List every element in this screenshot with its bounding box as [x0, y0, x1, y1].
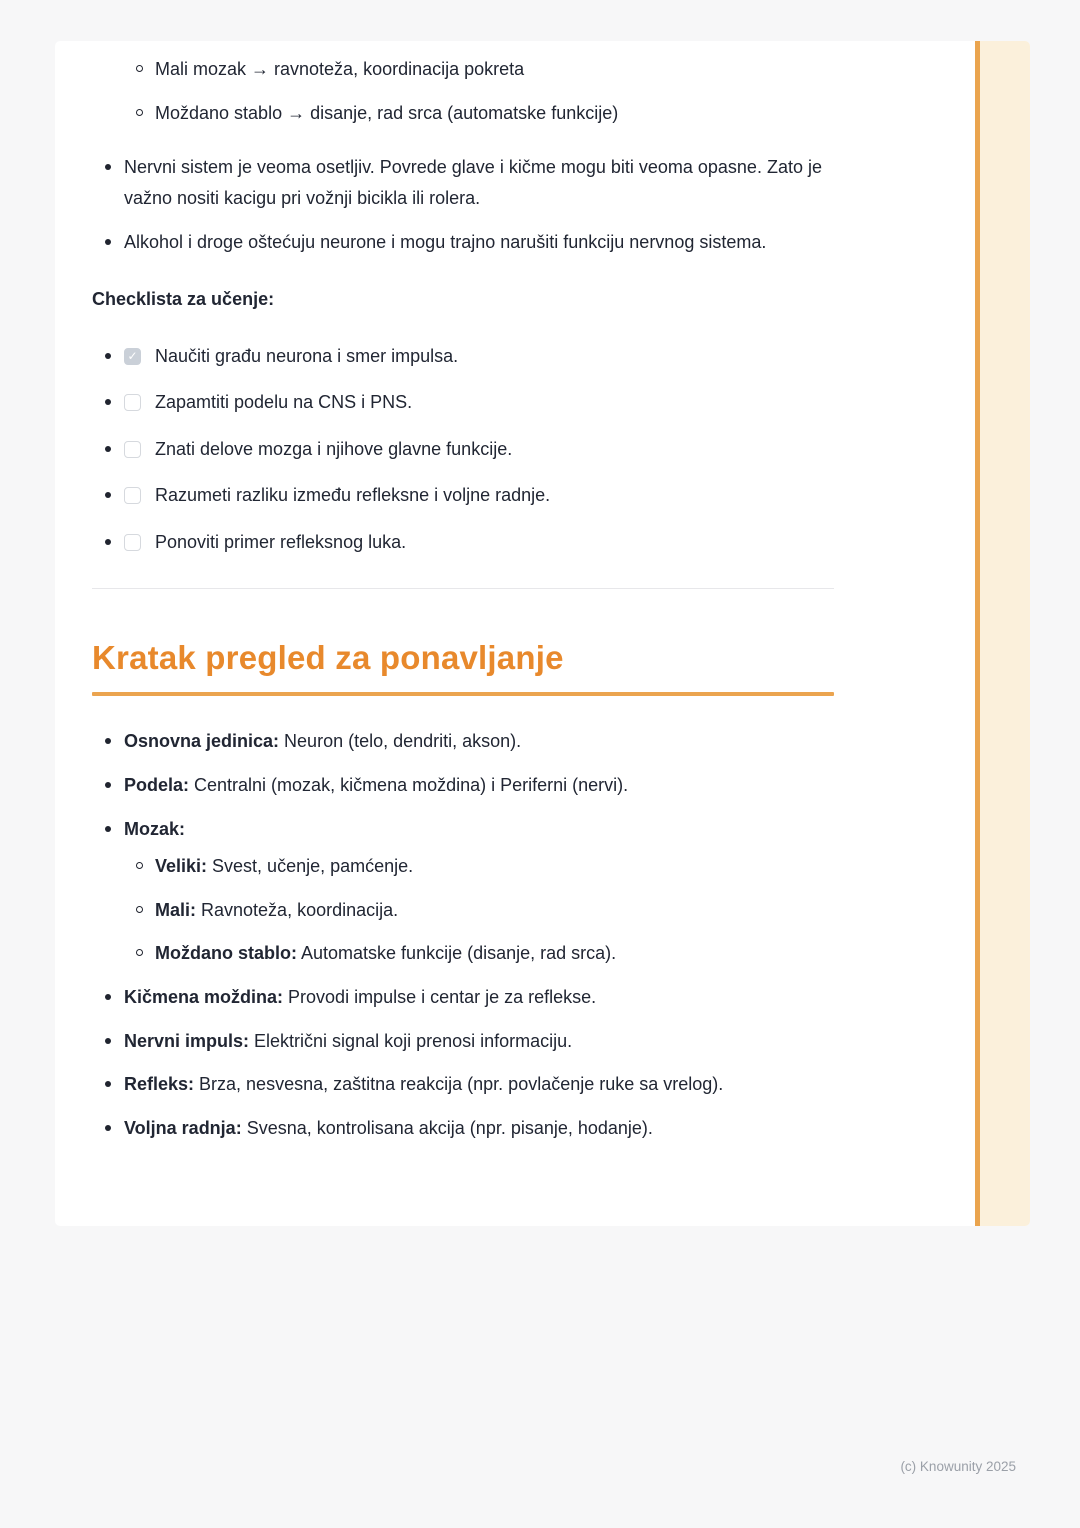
term-label: Veliki: — [155, 856, 208, 877]
list-item-text — [124, 814, 834, 845]
bullet-icon — [105, 239, 111, 245]
checklist-item-label: Razumeti razliku između refleksne i voljne radnje. — [155, 485, 551, 506]
footer-credit: (c) Knowunity 2025 — [900, 1459, 1016, 1474]
document-content — [92, 41, 834, 1156]
term-definition: Provodi impulse i centar je za reflekse. — [283, 987, 597, 1008]
term-definition: Neuron (telo, dendriti, akson). — [279, 731, 522, 752]
checkbox[interactable] — [124, 487, 141, 504]
term-label: Podela: — [124, 775, 190, 796]
checklist — [92, 341, 834, 558]
decorative-stripe-band — [980, 41, 1030, 1226]
sub-list-item — [92, 895, 834, 926]
term-definition: Svest, učenje, pamćenje. — [207, 856, 414, 877]
checklist-heading: Checklista za učenje: — [92, 288, 275, 309]
sub-list-item — [92, 851, 834, 882]
checklist-item — [92, 434, 834, 465]
term-definition: Centralni (mozak, kičmena moždina) i Periferni (nervi). — [189, 775, 629, 796]
list-item — [92, 227, 834, 258]
list-item-text — [124, 982, 834, 1013]
bullet-icon — [105, 164, 111, 170]
summary-list — [92, 726, 834, 1143]
bullet-icon — [105, 782, 111, 788]
list-item — [92, 770, 834, 801]
checklist-item — [92, 527, 834, 558]
term-definition: Brza, nesvesna, zaštitna reakcija (npr. povlačenje ruke sa vrelog). — [194, 1074, 724, 1095]
list-item — [92, 982, 834, 1013]
list-item — [92, 1069, 834, 1100]
sub-list-item — [92, 98, 834, 129]
bullet-icon — [105, 826, 111, 832]
list-item — [92, 1026, 834, 1057]
term-label: Kičmena moždina: — [124, 987, 284, 1008]
checkbox[interactable] — [124, 348, 141, 365]
sub-list-item-text: Moždano stablo → disanje, rad srca (automatske funkcije) — [155, 102, 619, 123]
checklist-item — [92, 480, 834, 511]
bullet-icon — [105, 539, 111, 545]
content-divider — [92, 588, 834, 589]
decorative-stripe-line — [975, 41, 980, 1226]
checklist-item — [92, 387, 834, 418]
term-definition: Automatske funkcije (disanje, rad srca). — [297, 943, 617, 964]
list-item — [92, 726, 834, 757]
term-label: Mali: — [155, 899, 197, 920]
term-label: Mozak: — [124, 818, 186, 839]
intro-sub-list — [92, 54, 834, 128]
list-item-text — [124, 770, 834, 801]
checklist-item-label: Znati delove mozga i njihove glavne funkcije. — [155, 438, 513, 459]
bullet-icon — [105, 446, 111, 452]
bullet-icon — [105, 994, 111, 1000]
term-definition: Svesna, kontrolisana akcija (npr. pisanje, hodanje). — [241, 1117, 653, 1138]
note-card — [55, 41, 1030, 1226]
checkbox[interactable] — [124, 394, 141, 411]
checklist-item-label: Zapamtiti podelu na CNS i PNS. — [155, 392, 413, 413]
term-definition: Ravnoteža, koordinacija. — [196, 899, 399, 920]
list-item-text — [124, 1113, 834, 1144]
bullet-icon — [105, 1038, 111, 1044]
intro-bullet-list — [92, 152, 834, 258]
circle-bullet-icon — [136, 949, 143, 956]
list-item — [92, 814, 834, 845]
sub-list-item-text — [155, 851, 834, 882]
term-label: Osnovna jedinica: — [124, 731, 280, 752]
heading-underline — [92, 692, 834, 696]
term-definition: Električni signal koji prenosi informaciju. — [249, 1030, 573, 1051]
list-item-text: Nervni sistem je veoma osetljiv. Povrede glave i kičme mogu biti veoma opasne. Zato je važno nositi kacigu pri vožnji bicikla ili rolera. — [124, 157, 822, 208]
sub-list-item-text — [155, 895, 834, 926]
bullet-icon — [105, 1125, 111, 1131]
circle-bullet-icon — [136, 862, 143, 869]
checkbox[interactable] — [124, 441, 141, 458]
list-item — [92, 152, 834, 213]
checklist-item — [92, 341, 834, 372]
list-item-text — [124, 1069, 834, 1100]
bullet-icon — [105, 1081, 111, 1087]
term-label: Voljna radnja: — [124, 1117, 242, 1138]
term-label: Moždano stablo: — [155, 943, 297, 964]
summary-heading: Kratak pregled za ponavljanje — [92, 638, 564, 676]
check-icon: ✓ — [127, 349, 138, 364]
list-item-text — [124, 1026, 834, 1057]
sub-list-item — [92, 54, 834, 85]
checkbox[interactable] — [124, 534, 141, 551]
term-label: Refleks: — [124, 1074, 195, 1095]
circle-bullet-icon — [136, 109, 143, 116]
bullet-icon — [105, 399, 111, 405]
sub-list-item-text: Mali mozak → ravnoteža, koordinacija pokreta — [155, 59, 525, 79]
mozak-sub-list — [92, 851, 834, 969]
bullet-icon — [105, 492, 111, 498]
list-item-text: Alkohol i droge oštećuju neurone i mogu trajno narušiti funkciju nervnog sistema. — [124, 232, 767, 253]
checklist-item-label: Ponoviti primer refleksnog luka. — [155, 531, 407, 552]
bullet-icon — [105, 738, 111, 744]
sub-list-item — [92, 938, 834, 969]
circle-bullet-icon — [136, 906, 143, 913]
list-item — [92, 1113, 834, 1144]
circle-bullet-icon — [136, 65, 143, 72]
checklist-item-label: Naučiti građu neurona i smer impulsa. — [155, 345, 459, 366]
sub-list-item-text — [155, 938, 834, 969]
term-label: Nervni impuls: — [124, 1030, 250, 1051]
list-item-text — [124, 726, 834, 757]
bullet-icon — [105, 353, 111, 359]
